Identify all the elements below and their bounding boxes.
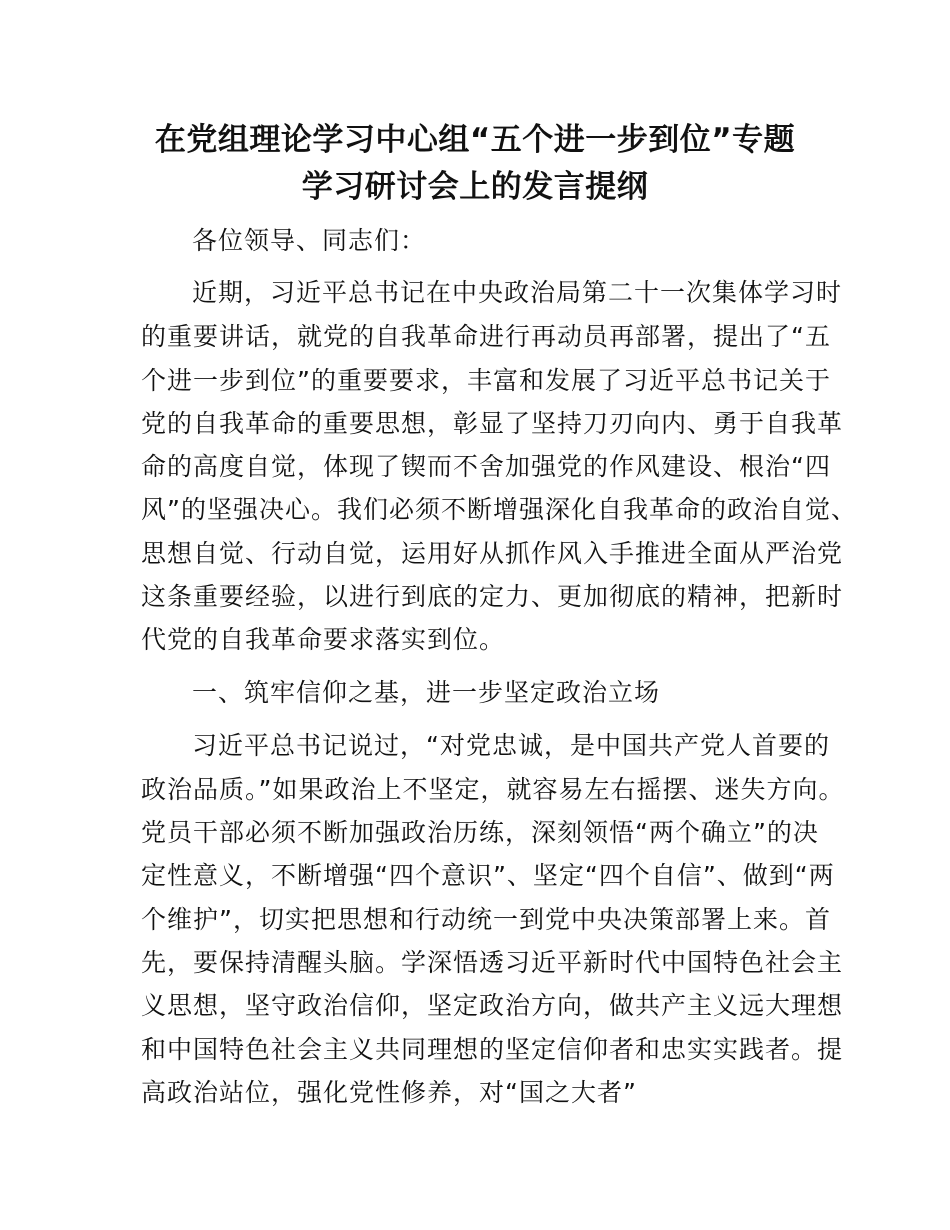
paragraph-2-line: 先，要保持清醒头脑。学深悟透习近平新时代中国特色社会主 — [141, 948, 844, 977]
salutation: 各位领导、同志们： — [192, 226, 427, 255]
paragraph-2-line: 个维护”，切实把思想和行动统一到党中央决策部署上来。首 — [141, 905, 831, 934]
paragraph-2-line: 定性意义，不断增强“四个意识”、坚定“四个自信”、做到“两 — [141, 861, 835, 890]
paragraph-1-line: 命的高度自觉，体现了锲而不舍加强党的作风建设、根治“四 — [141, 452, 831, 481]
paragraph-1-line: 个进一步到位”的重要要求，丰富和发展了习近平总书记关于 — [141, 366, 831, 395]
paragraph-2-line: 高政治站位，强化党性修养，对“国之大者” — [141, 1078, 637, 1107]
paragraph-1-line: 的重要讲话，就党的自我革命进行再动员再部署，提出了“五 — [141, 322, 831, 351]
paragraph-1-line: 风”的坚强决心。我们必须不断增强深化自我革命的政治自觉、 — [141, 495, 857, 524]
paragraph-2-line: 习近平总书记说过，“对党忠诚，是中国共产党人首要的 — [192, 731, 830, 760]
document-title-line-1: 在党组理论学习中心组“五个进一步到位”专题 — [154, 122, 796, 158]
paragraph-2-line: 党员干部必须不断加强政治历练，深刻领悟“两个确立”的决 — [141, 818, 819, 847]
paragraph-1-line: 代党的自我革命要求落实到位。 — [141, 625, 506, 654]
paragraph-2-line: 政治品质。”如果政治上不坚定，就容易左右摇摆、迷失方向。 — [141, 775, 845, 804]
paragraph-1-line: 思想自觉、行动自觉，运用好从抓作风入手推进全面从严治党 — [141, 539, 844, 568]
paragraph-1-line: 党的自我革命的重要思想，彰显了坚持刀刃向内、勇于自我革 — [141, 409, 844, 438]
section-heading-1: 一、筑牢信仰之基，进一步坚定政治立场 — [192, 678, 661, 707]
paragraph-1-line: 近期，习近平总书记在中央政治局第二十一次集体学习时 — [192, 278, 843, 307]
paragraph-2-line: 和中国特色社会主义共同理想的坚定信仰者和忠实实践者。提 — [141, 1035, 844, 1064]
paragraph-1-line: 这条重要经验，以进行到底的定力、更加彻底的精神，把新时 — [141, 582, 844, 611]
paragraph-2-line: 义思想，坚守政治信仰，坚定政治方向，做共产主义远大理想 — [141, 991, 844, 1020]
document-title-line-2: 学习研讨会上的发言提纲 — [301, 169, 649, 205]
